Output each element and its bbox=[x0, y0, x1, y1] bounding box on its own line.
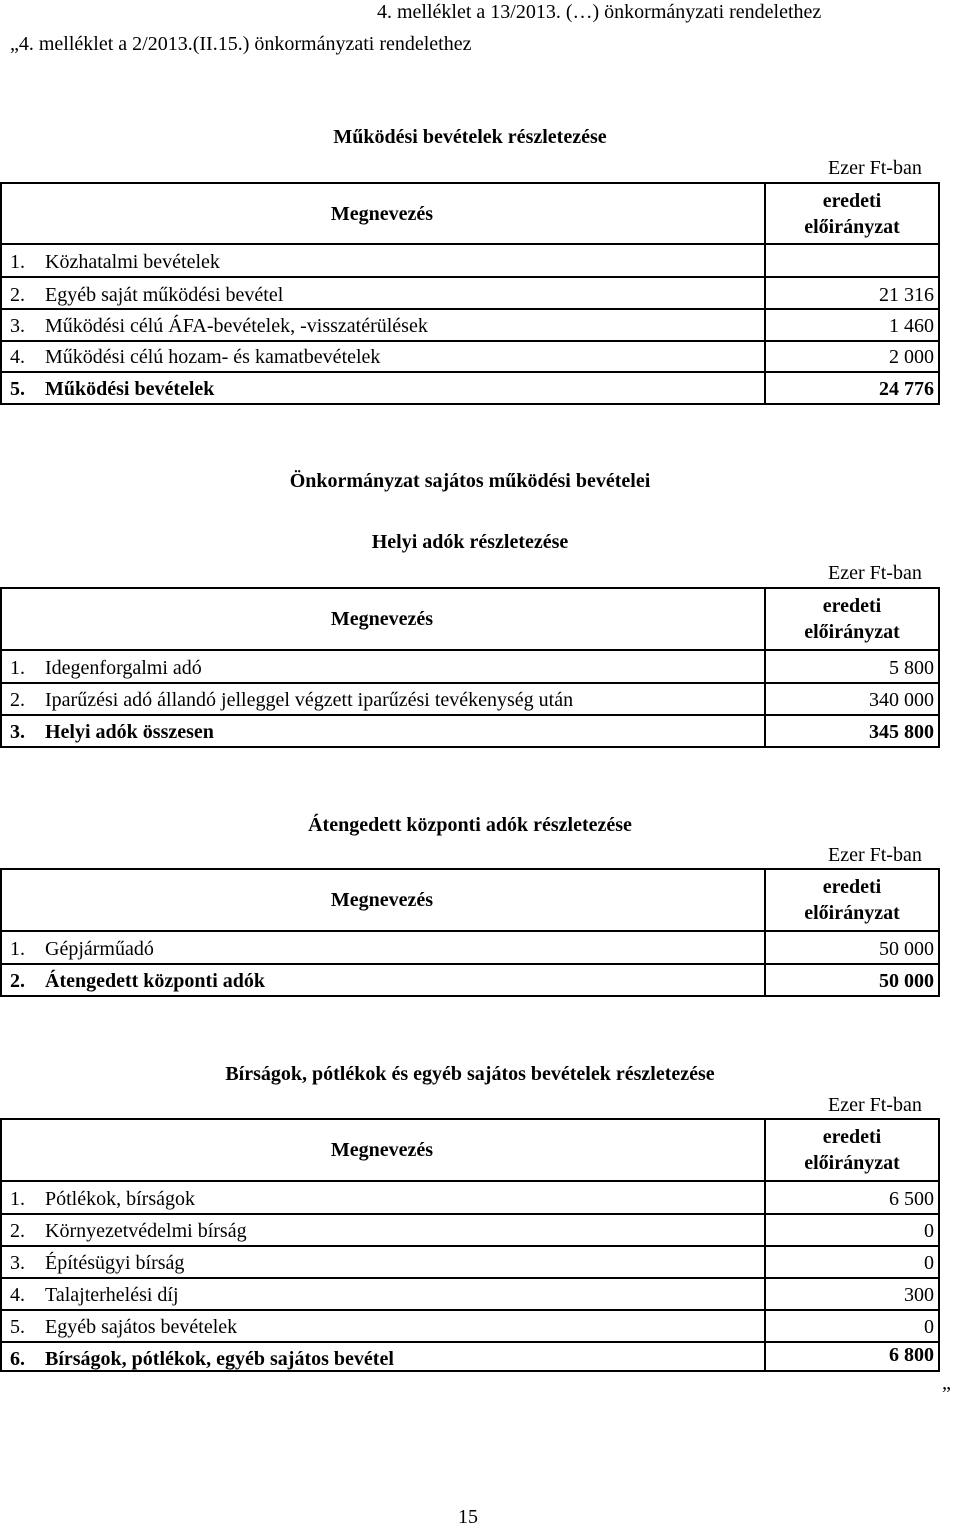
section1-col-name: Megnevezés bbox=[330, 203, 434, 225]
table-row-value: 300 bbox=[904, 1284, 934, 1306]
section2-title: Helyi adók részletezése bbox=[371, 531, 569, 553]
section2-col-name: Megnevezés bbox=[330, 608, 434, 630]
table-row-value: 2 000 bbox=[889, 346, 934, 368]
table-row-num: 3. bbox=[10, 315, 25, 337]
table-row-num: 1. bbox=[10, 938, 25, 960]
table-row-label: Egyéb sajátos bevételek bbox=[45, 1316, 238, 1338]
section3-col-value-2: előirányzat bbox=[804, 902, 900, 924]
table-row-label: Pótlékok, bírságok bbox=[45, 1188, 195, 1210]
section1-title: Működési bevételek részletezése bbox=[333, 126, 607, 148]
table-row-num: 3. bbox=[10, 721, 25, 743]
table-row-num: 4. bbox=[10, 346, 25, 368]
table-row-label: Működési bevételek bbox=[45, 378, 215, 400]
table-row-value: 24 776 bbox=[879, 378, 934, 400]
table-row-num: 1. bbox=[10, 251, 25, 273]
table-row-label: Egyéb saját működési bevétel bbox=[45, 284, 284, 306]
table-row-label: Átengedett központi adók bbox=[45, 970, 266, 992]
section4-title: Bírságok, pótlékok és egyéb sajátos bevételek részletezése bbox=[225, 1063, 715, 1085]
header-line-1: 4. melléklet a 13/2013. (…) önkormányzati rendelethez bbox=[377, 1, 822, 23]
page-number: 15 bbox=[458, 1506, 478, 1528]
section1-col-value-2: előirányzat bbox=[804, 216, 900, 238]
table-row-num: 2. bbox=[10, 1220, 25, 1242]
section4-col-name: Megnevezés bbox=[330, 1139, 434, 1161]
section2-col-value-2: előirányzat bbox=[804, 621, 900, 643]
section2-unit: Ezer Ft-ban bbox=[828, 562, 922, 584]
table-row-value: 21 316 bbox=[879, 284, 934, 306]
table-row-value: 6 500 bbox=[889, 1188, 934, 1210]
table-row-label: Közhatalmi bevételek bbox=[45, 251, 220, 273]
closing-quote: ” bbox=[942, 1383, 951, 1405]
table-row-label: Idegenforgalmi adó bbox=[45, 657, 202, 679]
table-row-num: 1. bbox=[10, 657, 25, 679]
table-row-num: 1. bbox=[10, 1188, 25, 1210]
table-row-value: 0 bbox=[924, 1316, 934, 1338]
table-row-value: 1 460 bbox=[889, 315, 934, 337]
table-row-value: 6 800 bbox=[889, 1344, 934, 1366]
header-line-2: „4. melléklet a 2/2013.(II.15.) önkormányzati rendelethez bbox=[10, 33, 472, 55]
table-row-num: 5. bbox=[10, 1316, 25, 1338]
table-row-num: 2. bbox=[10, 284, 25, 306]
table-row-value: 0 bbox=[924, 1220, 934, 1242]
table-row-label: Működési célú ÁFA-bevételek, -visszatérülések bbox=[45, 315, 428, 337]
table-row-num: 5. bbox=[10, 378, 25, 400]
table-row-label: Helyi adók összesen bbox=[45, 721, 214, 743]
section3-col-value-1: eredeti bbox=[822, 876, 882, 898]
table-row-label: Működési célú hozam- és kamatbevételek bbox=[45, 346, 381, 368]
table-row-label: Építésügyi bírság bbox=[45, 1252, 185, 1274]
table-row-num: 2. bbox=[10, 970, 25, 992]
section-subtitle: Önkormányzat sajátos működési bevételei bbox=[289, 470, 651, 492]
table-row-num: 4. bbox=[10, 1284, 25, 1306]
table-row-label: Gépjárműadó bbox=[45, 938, 154, 960]
table-row-value: 0 bbox=[924, 1252, 934, 1274]
section3-unit: Ezer Ft-ban bbox=[828, 844, 922, 866]
table-row-num: 3. bbox=[10, 1252, 25, 1274]
table-row-value: 340 000 bbox=[869, 689, 934, 711]
table-row-value: 345 800 bbox=[869, 721, 934, 743]
section4-unit: Ezer Ft-ban bbox=[828, 1094, 922, 1116]
table-row-label: Iparűzési adó állandó jelleggel végzett iparűzési tevékenység után bbox=[45, 689, 574, 711]
table-row-num: 2. bbox=[10, 689, 25, 711]
table-row-label: Környezetvédelmi bírság bbox=[45, 1220, 247, 1242]
section4-col-value-1: eredeti bbox=[822, 1126, 882, 1148]
section2-col-value-1: eredeti bbox=[822, 595, 882, 617]
section4-col-value-2: előirányzat bbox=[804, 1152, 900, 1174]
section3-title: Átengedett központi adók részletezése bbox=[308, 814, 632, 836]
table-row-num: 6. bbox=[10, 1348, 25, 1370]
table-row-label: Talajterhelési díj bbox=[45, 1284, 179, 1306]
section1-unit: Ezer Ft-ban bbox=[828, 157, 922, 179]
table-row-value: 50 000 bbox=[879, 970, 934, 992]
table-row-value: 50 000 bbox=[879, 938, 934, 960]
section3-col-name: Megnevezés bbox=[330, 889, 434, 911]
table-row-label: Bírságok, pótlékok, egyéb sajátos bevétel bbox=[45, 1348, 394, 1370]
section1-col-value-1: eredeti bbox=[822, 190, 882, 212]
table-row-value: 5 800 bbox=[889, 657, 934, 679]
